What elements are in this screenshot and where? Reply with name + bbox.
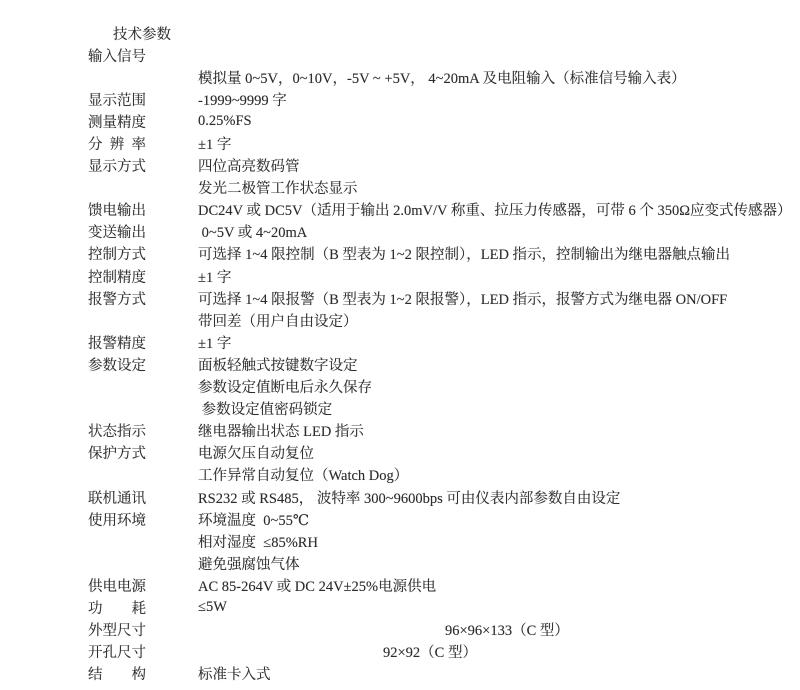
spec-row	[0, 199, 800, 221]
spec-value: 0.25%FS	[198, 112, 252, 129]
spec-label: 显示方式	[88, 159, 146, 176]
title-row	[0, 22, 800, 44]
spec-row	[0, 243, 800, 265]
spec-value: AC 85-264V 或 DC 24V±25%电源供电	[198, 578, 437, 595]
spec-value: 参数设定值断电后永久保存	[198, 380, 372, 397]
spec-label: 使用环境	[88, 512, 146, 529]
spec-row	[0, 552, 800, 574]
spec-value: 电源欠压自动复位	[198, 446, 314, 463]
spec-label: 报警精度	[88, 335, 146, 352]
spec-row	[0, 530, 800, 552]
spec-value: 四位高亮数码管	[198, 159, 300, 176]
spec-row	[0, 331, 800, 353]
spec-row	[0, 221, 800, 243]
spec-value: 可选择 1~4 限报警（B 型表为 1~2 限报警），LED 指示，报警方式为继电器 ON/OFF	[198, 291, 728, 308]
spec-label: 功耗	[88, 600, 146, 617]
spec-row	[0, 420, 800, 442]
spec-value: RS232 或 RS485， 波特率 300~9600bps 可由仪表内部参数自由设定	[198, 490, 621, 507]
spec-row	[0, 88, 800, 110]
spec-value: DC24V 或 DC5V（适用于输出 2.0mV/V 称重、拉压力传感器，可带 6 个 350Ω应变式传感器）	[198, 203, 792, 220]
spec-value: 环境温度 0~55℃	[198, 512, 310, 529]
spec-label: 分辨率	[88, 137, 146, 154]
spec-row	[0, 110, 800, 132]
spec-row	[0, 508, 800, 530]
spec-value: 可选择 1~4 限控制（B 型表为 1~2 限控制），LED 指示，控制输出为继电器触点输出	[198, 247, 731, 264]
spec-row	[0, 155, 800, 177]
spec-row	[0, 353, 800, 375]
spec-row	[0, 486, 800, 508]
spec-label: 开孔尺寸	[88, 645, 146, 662]
spec-row	[0, 619, 800, 641]
spec-row	[0, 641, 800, 663]
spec-label: 报警方式	[88, 291, 146, 308]
page-title: 技术参数	[113, 26, 171, 43]
spec-row	[0, 265, 800, 287]
spec-value: 发光二极管工作状态显示	[198, 181, 358, 198]
spec-value: 0~5V 或 4~20mA	[198, 225, 308, 242]
spec-row	[0, 464, 800, 486]
spec-label: 显示范围	[88, 92, 146, 109]
spec-label: 输入信号	[88, 48, 146, 65]
spec-row	[0, 398, 800, 420]
spec-row	[0, 574, 800, 596]
spec-label: 变送输出	[88, 225, 146, 242]
spec-label: 参数设定	[88, 357, 146, 374]
spec-row	[0, 132, 800, 154]
spec-label: 保护方式	[88, 446, 146, 463]
spec-row	[0, 596, 800, 618]
spec-row	[0, 663, 800, 685]
spec-value: 继电器输出状态 LED 指示	[198, 424, 364, 441]
spec-value: ±1 字	[198, 137, 232, 154]
spec-value: -1999~9999 字	[198, 92, 287, 109]
spec-label: 控制方式	[88, 247, 146, 264]
spec-value: ±1 字	[198, 269, 232, 286]
spec-row	[0, 309, 800, 331]
spec-row	[0, 287, 800, 309]
spec-label: 状态指示	[88, 424, 146, 441]
spec-value: ±1 字	[198, 335, 232, 352]
spec-value: 92×92（C 型）	[383, 645, 477, 662]
spec-row	[0, 44, 800, 66]
spec-value: 工作异常自动复位（Watch Dog）	[198, 468, 409, 485]
spec-label: 结构	[88, 667, 146, 684]
spec-row	[0, 177, 800, 199]
spec-row	[0, 376, 800, 398]
spec-label: 控制精度	[88, 269, 146, 286]
spec-value: 96×96×133（C 型）	[445, 623, 569, 640]
spec-label: 供电电源	[88, 578, 146, 595]
spec-label: 外型尺寸	[88, 623, 146, 640]
spec-value: 面板轻触式按键数字设定	[198, 357, 358, 374]
spec-label: 馈电输出	[88, 203, 146, 220]
spec-value: 参数设定值密码锁定	[198, 402, 333, 419]
spec-value: 避免强腐蚀气体	[198, 556, 300, 573]
spec-value: 模拟量 0~5V，0~10V，-5V ~ +5V， 4~20mA 及电阻输入（标准信号输入表）	[198, 70, 686, 87]
spec-row	[0, 66, 800, 88]
spec-label: 联机通讯	[88, 490, 146, 507]
spec-value: 相对湿度 ≤85%RH	[198, 534, 318, 551]
spec-value: 带回差（用户自由设定）	[198, 313, 358, 330]
spec-value: 标准卡入式	[198, 667, 271, 684]
spec-label: 测量精度	[88, 114, 146, 131]
spec-row	[0, 442, 800, 464]
spec-value: ≤5W	[198, 598, 227, 615]
